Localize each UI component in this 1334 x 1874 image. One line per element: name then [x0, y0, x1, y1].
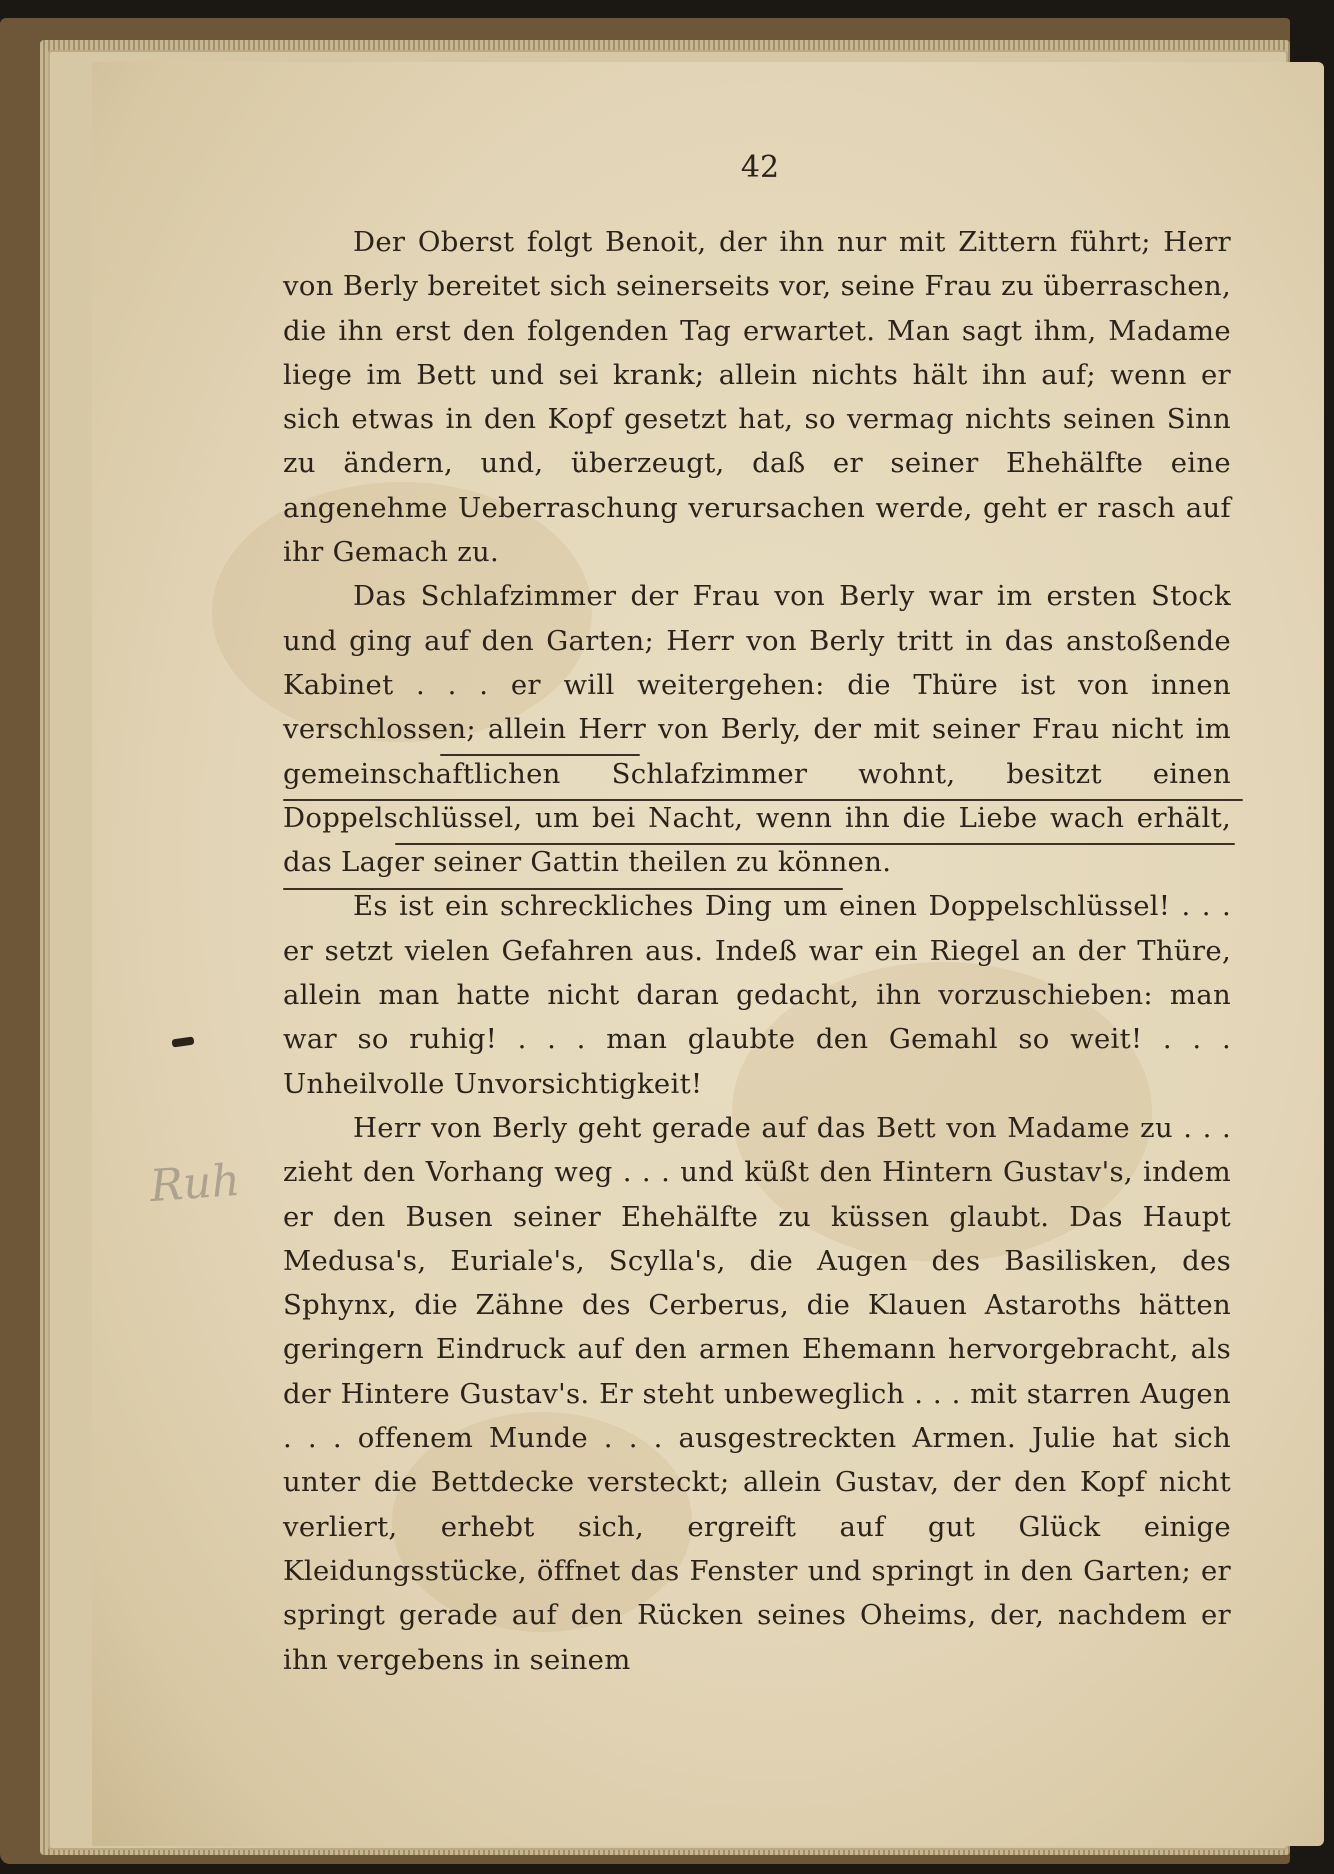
- ink-underline: [440, 754, 640, 756]
- page-number: 42: [740, 150, 780, 185]
- ink-underline: [395, 843, 1235, 845]
- body-text: [283, 220, 1231, 1682]
- ink-underline: [283, 799, 1243, 801]
- paragraph-1: Der Oberst folgt Benoit, der ihn nur mit Zittern führt; Herr von Berly bereitet sich seinerseits vor, seine Frau zu überraschen, die ihn erst den folgenden Tag erwartet. Man sagt ihm, Madame liege im Bett und sei krank; allein nichts hält ihn auf; wenn er sich etwas in den Kopf gesetzt hat, so vermag nichts seinen Sinn zu ändern, und, überzeugt, daß er seiner Ehehälfte eine angenehme Ueberraschung verursachen werde, geht er rasch auf ihr Gemach zu.: [283, 226, 1231, 569]
- paragraph-4: Herr von Berly geht gerade auf das Bett von Madame zu . . . zieht den Vorhang weg . . . und küßt den Hintern Gustav's, indem er den Busen seiner Ehehälfte zu küssen glaubt. Das Haupt Medusa's, Euriale's, Scylla's, die Augen des Basilisken, des Sphynx, die Zähne des Cerberus, die Klauen Astaroths hätten geringern Eindruck auf den armen Ehemann hervorgebracht, als der Hintere Gustav's. Er steht unbeweglich . . . mit starren Augen . . . offenem Munde . . . ausgestreckten Armen. Julie hat sich unter die Bettdecke versteckt; allein Gustav, der den Kopf nicht verliert, erhebt sich, ergreift auf gut Glück einige Kleidungsstücke, öffnet das Fenster und springt in den Garten; er springt gerade auf den Rücken seines Oheims, der, nachdem er ihn vergebens in seinem: [283, 1111, 1231, 1676]
- paragraph-2: Das Schlafzimmer der Frau von Berly war im ersten Stock und ging auf den Garten; Herr von Berly tritt in das anstoßende Kabinet . . . er will weitergehen: die Thüre ist von innen verschlossen; allein Herr von Berly, der mit seiner Frau nicht im gemeinschaftlichen Schlafzimmer wohnt, besitzt einen Doppelschlüssel, um bei Nacht, wenn ihn die Liebe wach erhält, das Lager seiner Gattin theilen zu können.: [283, 580, 1231, 879]
- pencil-note: Ruh: [148, 1154, 242, 1213]
- ink-underline: [283, 888, 843, 890]
- paragraph-3: Es ist ein schreckliches Ding um einen Doppelschlüssel! . . . er setzt vielen Gefahren aus. Indeß war ein Riegel an der Thüre, allein man hatte nicht daran gedacht, ihn vorzuschieben: man war so ruhig! . . . man glaubte den Gemahl so weit! . . . Unheilvolle Unvorsichtigkeit!: [283, 890, 1231, 1100]
